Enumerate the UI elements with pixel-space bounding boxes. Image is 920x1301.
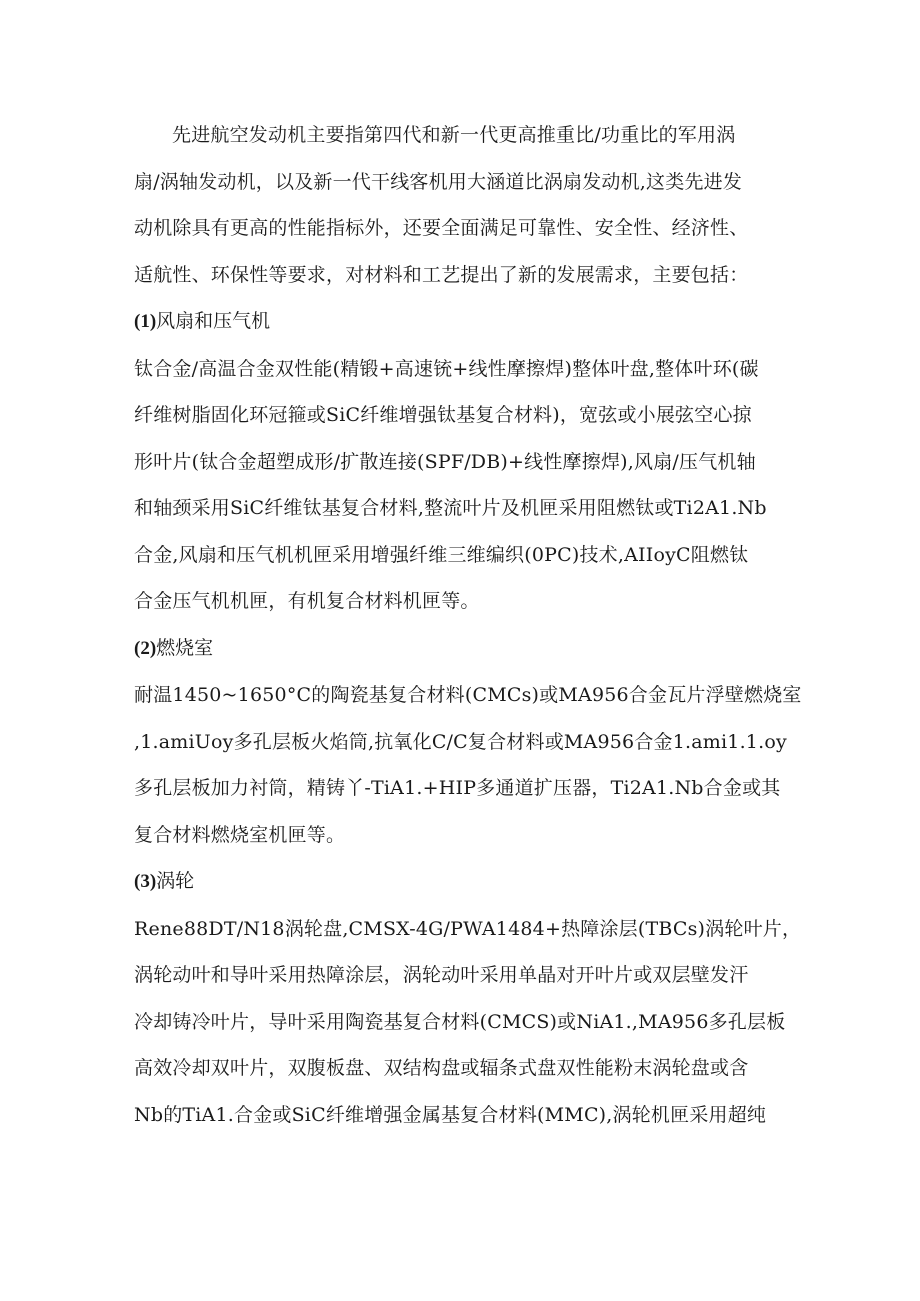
section-paragraph-fan-compressor — [134, 346, 794, 625]
text-line: 复合材料燃烧室机匣等。 — [134, 823, 346, 846]
section-heading-combustor — [134, 625, 794, 673]
text-line: 形叶片(钛合金超塑成形/扩散连接(SPF/DB)+线性摩擦焊),风扇/压气机轴 — [134, 450, 756, 473]
text-line: 适航性、环保性等要求，对材料和工艺提出了新的发展需求，主要包括： — [134, 263, 749, 286]
section-number: (3) — [134, 871, 157, 892]
section-title: 涡轮 — [156, 870, 195, 892]
section-number: (2) — [134, 637, 157, 659]
text-line: 动机除具有更高的性能指标外，还要全面满足可靠性、安全性、经济性、 — [134, 217, 749, 239]
text-line: 冷却铸冷叶片，导叶采用陶瓷基复合材料(CMCS)或NiA1.,MA956多孔层板 — [134, 1010, 786, 1033]
text-line: 高效冷却双叶片，双腹板盘、双结构盘或辐条式盘双性能粉末涡轮盘或含 — [134, 1057, 749, 1079]
section-paragraph-combustor — [134, 672, 802, 858]
text-line: 合金,风扇和压气机机匣采用增强纤维三维编织(0PC)技术,AIIoyC阻燃钛 — [134, 543, 749, 566]
section-paragraph-turbine — [134, 906, 802, 1139]
section-title: 风扇和压气机 — [156, 310, 271, 332]
text-line: 纤维树脂固化环冠箍或SiC纤维增强钛基复合材料)，宽弦或小展弦空心掠 — [134, 404, 752, 426]
text-line: 合金压气机机匣，有机复合材料机匣等。 — [134, 590, 480, 612]
text-line: Rene88DT/N18涡轮盘,CMSX-4G/PWA1484+热障涂层(TBCs)涡轮叶片， — [134, 917, 802, 940]
intro-paragraph — [134, 112, 794, 298]
section-number: (1) — [134, 311, 157, 332]
text-line: 和轴颈采用SiC纤维钛基复合材料,整流叶片及机匣采用阻燃钛或Ti2A1.Nb — [134, 497, 767, 519]
document-page — [134, 112, 802, 1138]
text-line: 钛合金/高温合金双性能(精锻+高速铳+线性摩擦焊)整体叶盘,整体叶环(碳 — [134, 357, 759, 380]
text-line: 先进航空发动机主要指第四代和新一代更高推重比/功重比的军用涡 — [172, 124, 736, 146]
text-line: ,1.amiUoy多孔层板火焰筒,抗氧化C/C复合材料或MA956合金1.ami1.1.oy — [134, 730, 787, 753]
section-heading-fan-compressor — [134, 298, 794, 346]
section-heading-turbine — [134, 858, 794, 906]
text-line: 扇/涡轴发动机，以及新一代干线客机用大涵道比涡扇发动机,这类先进发 — [134, 170, 743, 193]
text-line: 涡轮动叶和导叶采用热障涂层，涡轮动叶采用单晶对开叶片或双层壁发汗 — [134, 964, 749, 986]
text-line: 多孔层板加力衬筒，精铸丫-TiA1.+HIP多通道扩压器，Ti2A1.Nb合金或其 — [134, 777, 781, 799]
section-title: 燃烧室 — [156, 636, 214, 659]
text-line: Nb的TiA1.合金或SiC纤维增强金属基复合材料(MMC),涡轮机匣采用超纯 — [134, 1103, 767, 1126]
text-line: 耐温1450~1650°C的陶瓷基复合材料(CMCs)或MA956合金瓦片浮壁燃烧室 — [134, 684, 802, 706]
